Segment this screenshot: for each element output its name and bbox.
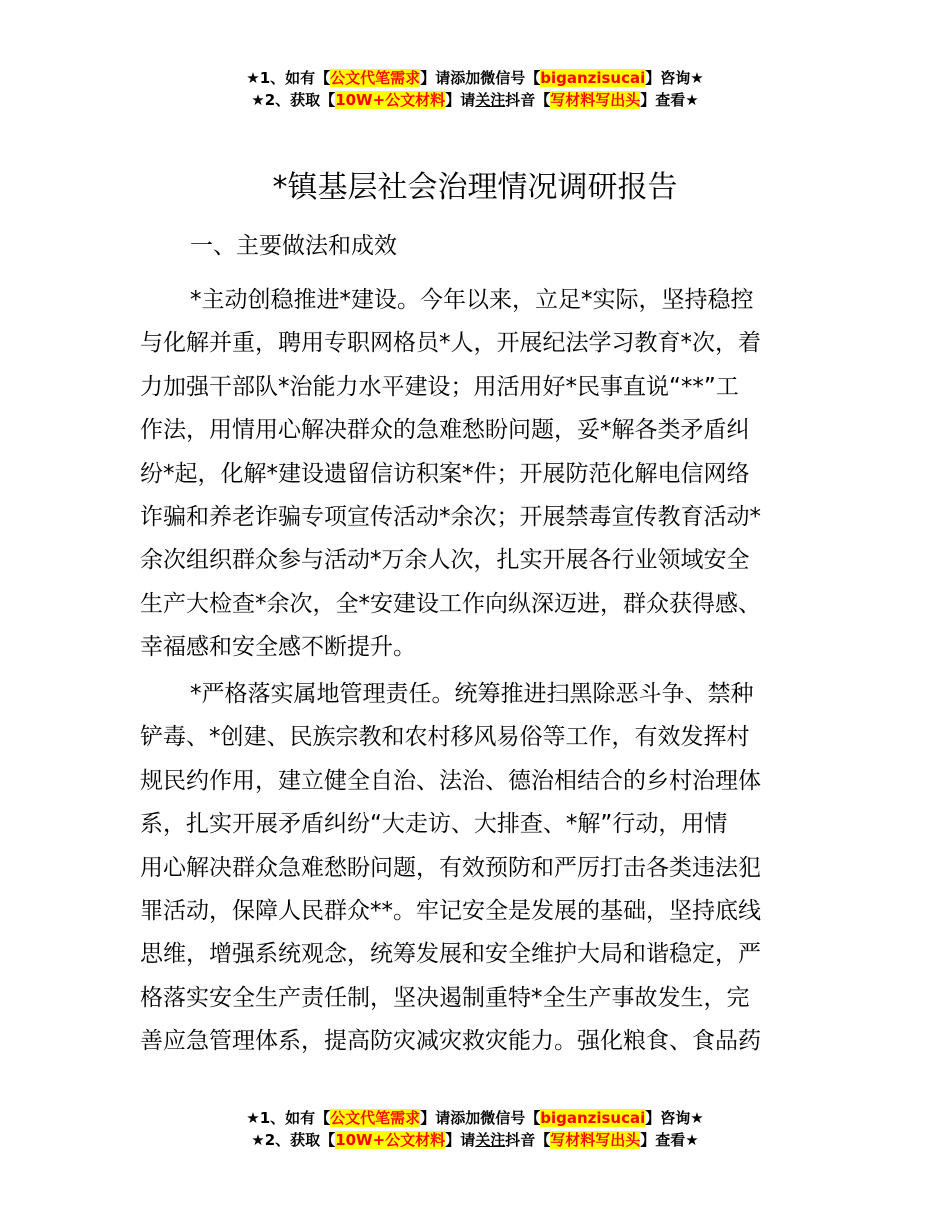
- banner-line-2: [0, 89, 950, 111]
- banner-text: 】咨询★: [645, 69, 704, 87]
- paragraph-line: 格落实安全生产责任制，坚决遏制重特*全生产事故发生，完: [140, 984, 750, 1011]
- highlighted-text: 公文代笔需求: [330, 69, 421, 87]
- banner-text: 】请: [445, 1131, 476, 1149]
- underlined-text: 关注: [475, 1131, 506, 1149]
- body-paragraph-2: [140, 673, 815, 1064]
- banner-text: 】查看★: [640, 91, 699, 109]
- paragraph-line: *严格落实属地管理责任。统筹推进扫黑除恶斗争、禁种: [190, 681, 754, 707]
- paragraph-line: 规民约作用，建立健全自治、法治、德治相结合的乡村治理体: [140, 767, 761, 794]
- highlighted-text: 写材料写出头: [550, 1131, 641, 1149]
- wechat-id: biganzisucai: [540, 69, 646, 87]
- paragraph-line: 余次组织群众参与活动*万余人次，扎实开展各行业领域安全: [140, 547, 750, 574]
- paragraph-line: 罪活动，保障人民群众**。牢记安全是发展的基础，坚持底线: [140, 897, 761, 924]
- banner-line-2: [0, 1129, 950, 1151]
- paragraph-line: 系，扎实开展矛盾纠纷“大走访、大排查、*解”行动，用情: [140, 811, 728, 838]
- banner-text: 】咨询★: [645, 1109, 704, 1127]
- banner-text: 】请添加微信号【: [420, 1109, 541, 1127]
- footer-banner: [0, 1107, 950, 1151]
- banner-text: 】请添加微信号【: [420, 69, 541, 87]
- banner-text: 抖音【: [505, 91, 551, 109]
- paragraph-line: 生产大检查*余次，全*安建设工作向纵深迈进，群众获得感、: [140, 590, 761, 617]
- banner-text: ★1、如有【: [246, 69, 331, 87]
- banner-text: 抖音【: [505, 1131, 551, 1149]
- body-paragraph-1: [140, 279, 815, 670]
- banner-text: ★2、获取【: [251, 91, 336, 109]
- paragraph-line: 与化解并重，聘用专职网格员*人，开展纪法学习教育*次，着: [140, 330, 761, 357]
- paragraph-line: 铲毒、*创建、民族宗教和农村移风易俗等工作，有效发挥村: [140, 724, 750, 751]
- highlighted-text: 10W+公文材料: [335, 91, 446, 109]
- paragraph-line: 纷*起，化解*建设遗留信访积案*件；开展防范化解电信网络: [140, 460, 750, 487]
- section-heading: 一、主要做法和成效: [190, 233, 397, 259]
- banner-text: ★2、获取【: [251, 1131, 336, 1149]
- paragraph-line: 用心解决群众急难愁盼问题，有效预防和严厉打击各类违法犯: [140, 854, 761, 881]
- highlighted-text: 写材料写出头: [550, 91, 641, 109]
- highlighted-text: 10W+公文材料: [335, 1131, 446, 1149]
- wechat-id: biganzisucai: [540, 1109, 646, 1127]
- banner-text: 】查看★: [640, 1131, 699, 1149]
- paragraph-line: 作法，用情用心解决群众的急难愁盼问题，妥*解各类矛盾纠: [140, 417, 750, 444]
- header-banner: [0, 67, 950, 111]
- paragraph-line: 力加强干部队*治能力水平建设；用活用好*民事直说“**”工: [140, 373, 739, 400]
- paragraph-line: 幸福感和安全感不断提升。: [140, 634, 416, 661]
- banner-line-1: [0, 1107, 950, 1129]
- highlighted-text: 公文代笔需求: [330, 1109, 421, 1127]
- banner-text: ★1、如有【: [246, 1109, 331, 1127]
- document-title: *镇基层社会治理情况调研报告: [272, 170, 678, 205]
- paragraph-line: 思维，增强系统观念，统筹发展和安全维护大局和谐稳定，严: [140, 941, 761, 968]
- banner-line-1: [0, 67, 950, 89]
- underlined-text: 关注: [475, 91, 506, 109]
- paragraph-line: 诈骗和养老诈骗专项宣传活动*余次；开展禁毒宣传教育活动*: [140, 503, 761, 530]
- paragraph-line: *主动创稳推进*建设。今年以来，立足*实际，坚持稳控: [190, 287, 754, 313]
- paragraph-line: 善应急管理体系，提高防灾减灾救灾能力。强化粮食、食品药: [140, 1028, 761, 1055]
- banner-text: 】请: [445, 91, 476, 109]
